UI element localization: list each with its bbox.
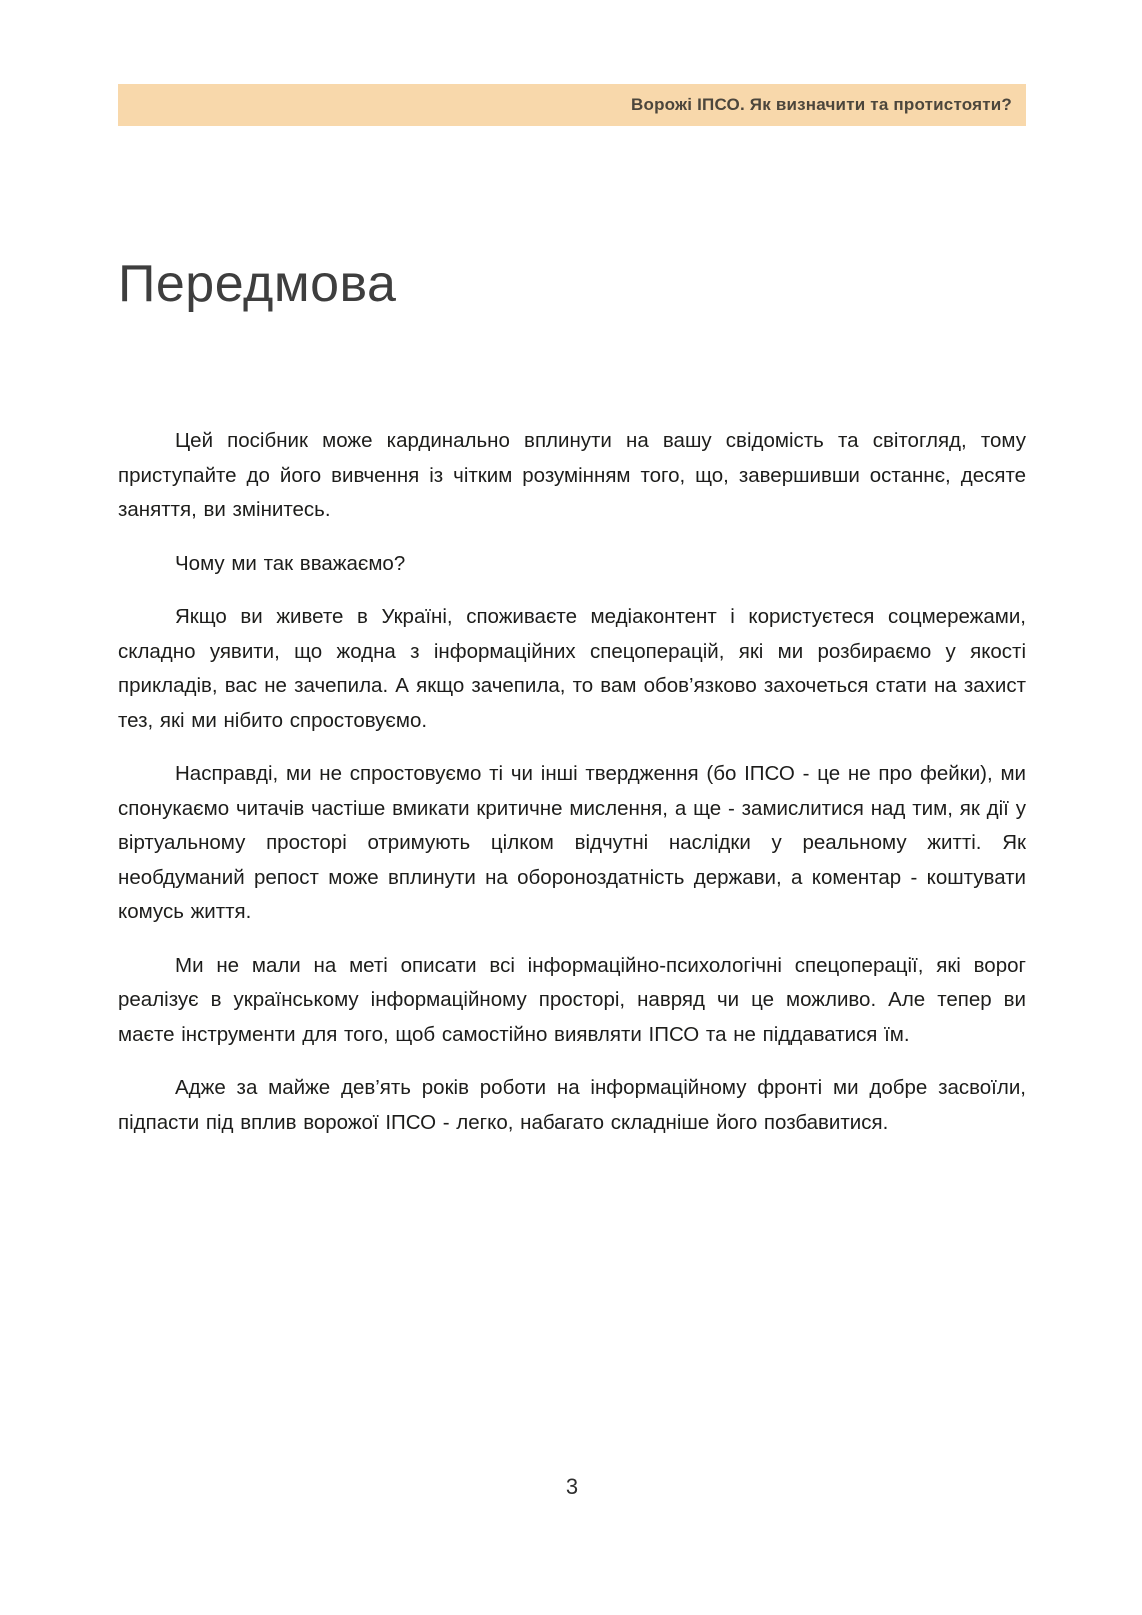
paragraph: Ми не мали на меті описати всі інформаційно-психологічні спецоперації, які ворог реалізує в українському інформаційному просторі, навряд чи це можливо. Але тепер ви маєте інструменти для того, щоб самостійно виявляти ІПСО та не піддаватися їм.	[118, 953, 1026, 1046]
paragraph: Якщо ви живете в Україні, споживаєте медіаконтент і користуєтеся соцмережами, складно уявити, що жодна з інформаційних спецоперацій, які ми розбираємо у якості прикладів, вас не зачепила. А якщо зачепила, то вам обов’язково захочеться стати на захист тез, які ми нібито спростовуємо.	[118, 605, 1026, 732]
paragraph: Адже за майже дев’ять років роботи на інформаційному фронті ми добре засвоїли, підпасти під вплив ворожої ІПСО - легко, набагато складніше його позбавитися.	[118, 1076, 1026, 1134]
paragraph: Цей посібник може кардинально вплинути на вашу свідомість та світогляд, тому приступайте до його вивчення із чітким розумінням того, що, завершивши останнє, десяте заняття, ви змінитесь.	[118, 429, 1026, 521]
page-footer	[118, 1474, 1026, 1500]
page-title: Передмова	[118, 254, 397, 313]
paragraph: Чому ми так вважаємо?	[175, 551, 406, 575]
body-text	[118, 424, 1026, 1159]
page-number: 3	[565, 1474, 579, 1499]
header-band	[118, 84, 1026, 126]
paragraph: Насправді, ми не спростовуємо ті чи інші твердження (бо ІПСО - це не про фейки), ми спонукаємо читачів частіше вмикати критичне мислення, а ще - замислитися над тим, як дії у віртуальному просторі отримують цілком відчутні наслідки у реальному житті. Як необдуманий репост може вплинути на обороноздатність держави, а коментар - коштувати комусь життя.	[118, 762, 1026, 923]
running-header-title: Ворожі ІПСО. Як визначити та протистояти?	[631, 95, 1012, 114]
